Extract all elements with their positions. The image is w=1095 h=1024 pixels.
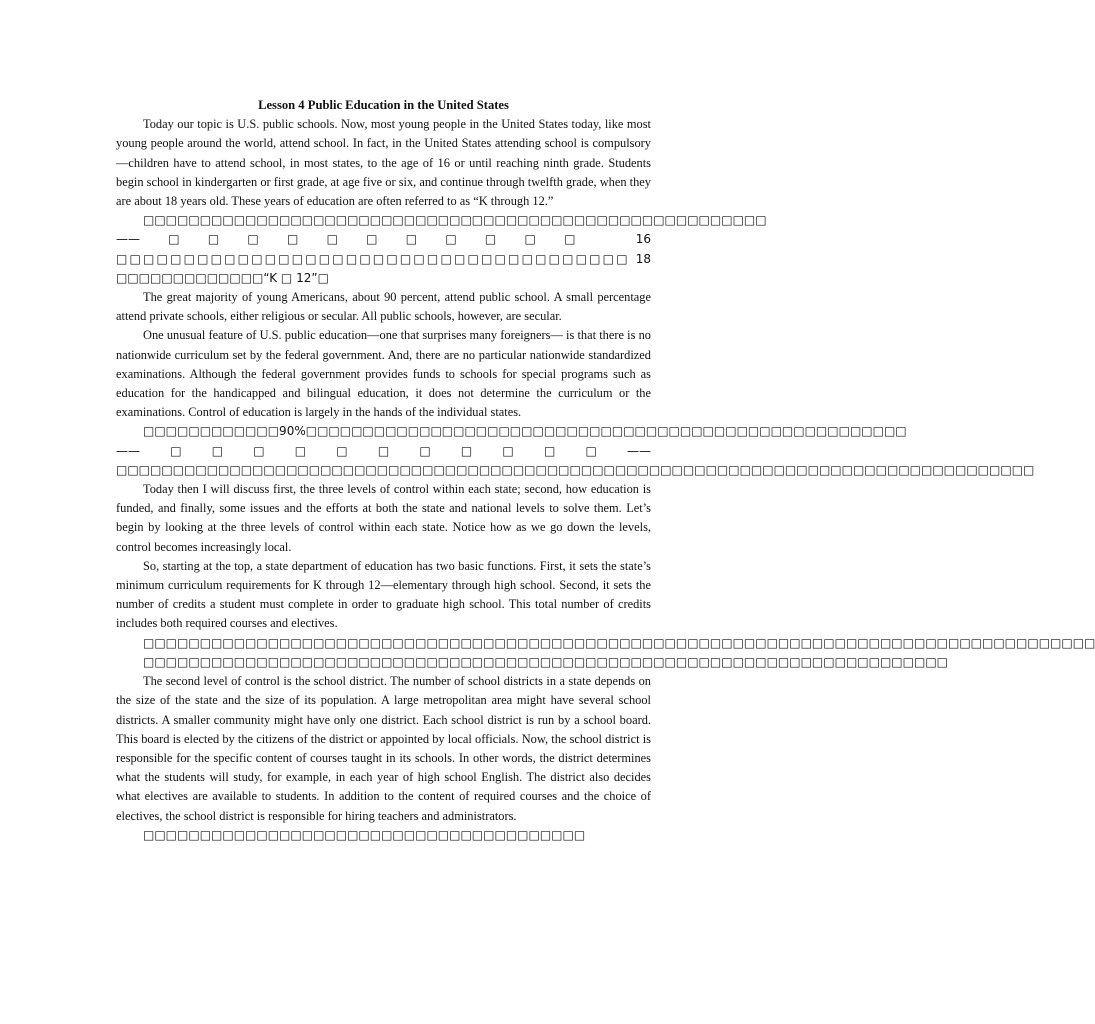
paragraph-intro-en: Today our topic is U.S. public schools. Now, most young people in the United States today, like most young people around the world, attend school. In fact, in the United States attending school is compulsory—children have to attend school, in most states, to the age of 16 or until reaching ninth grade. Students begin school in kindergarten or first grade, at age five or six, and continue through twelfth grade, when they are about 18 years old. These years of education are often referred to as “K through 12.” <box>116 117 651 209</box>
paragraph-intro-zh: □□□□□□□□□□□□□□□□□□□□□□□□□□□□□□□□□□□□□□□□□□□□□□□□□□□□□□□——□□□□□□□□□□□ 16 □□□□□□□□□□□□□□□□□□□□□□□□□□□□□□□□□□□□□□ 18 □□□□□□□□□□□□□“K □ 12”□ <box>116 213 767 285</box>
lesson-title: Lesson 4 Public Education in the United States <box>258 98 509 112</box>
paragraph-school-district-en: The second level of control is the school district. The number of school districts in a state depends on the size of the state and the size of its population. A large metropolitan area might have several school districts. A smaller community might have only one district. Each school district is run by a school board. This board is elected by the citizens of the district or appointed by local officials. Now, the school district is responsible for the specific content of courses taught in its schools. In other words, the district determines what the students will study, for example, in each year of high school English. The district also decides what electives are available to students. In addition to the content of required courses and the choice of electives, the school district is responsible for hiring teachers and administrators. <box>116 674 651 823</box>
paragraph-school-district-zh: □□□□□□□□□□□□□□□□□□□□□□□□□□□□□□□□□□□□□□□ <box>143 827 586 842</box>
paragraph-state-department-zh: □□□□□□□□□□□□□□□□□□□□□□□□□□□□□□□□□□□□□□□□□□□□□□□□□□□□□□□□□□□□□□□□□□□□□□□ <box>143 654 948 669</box>
paragraph-state-department-en: So, starting at the top, a state department of education has two basic functions. First, it sets the state’s minimum curriculum requirements for K through 12—elementary through high school. Second, it sets the number of credits a student must complete in order to graduate high school. This total number of credits includes both required courses and electives. <box>116 558 651 631</box>
paragraph-outline-en: Today then I will discuss first, the three levels of control within each state; second, how education is funded, and finally, some issues and the efforts at both the state and national levels to solve them. Let’s begin by looking at the three levels of control within each state. Notice how as we go down the levels, control becomes increasingly local. <box>116 482 651 554</box>
paragraph-majority-en: The great majority of young Americans, about 90 percent, attend public school. A small percentage attend private schools, either religious or secular. All public schools, however, are secular. <box>116 290 651 324</box>
document-page <box>116 96 1095 845</box>
paragraph-unusual-feature-en: One unusual feature of U.S. public education—one that surprises many foreigners— is that there is no nationwide curriculum set by the federal government. And, there are no particular nationwide standardized examinations. Although the federal government provides funds to schools for special programs such as education for the handicapped and bilingual education, it does not determine the curriculum or the examinations. Control of education is largely in the hands of the individual states. <box>116 328 651 420</box>
paragraph-majority-zh: □□□□□□□□□□□□90%□□□□□□□□□□□□□□□□□□□□□□□□□□□□□□□□□□□□□□□□□□□□□□□□□□□□□——□□□□□□□□□□□——□□□□□□□□□□□□□□□□□□□□□□□□□□□□□□□□□□□□□□□□□□□□□□□□□□□□□□□□□□□□□□□□□□□□□□□□□□□□□□□□□ <box>116 424 1035 477</box>
paragraph-outline-zh: □□□□□□□□□□□□□□□□□□□□□□□□□□□□□□□□□□□□□□□□□□□□□□□□□□□□□□□□□□□□□□□□□□□□□□□□□□□□□□□□□□□□ <box>143 635 1095 650</box>
